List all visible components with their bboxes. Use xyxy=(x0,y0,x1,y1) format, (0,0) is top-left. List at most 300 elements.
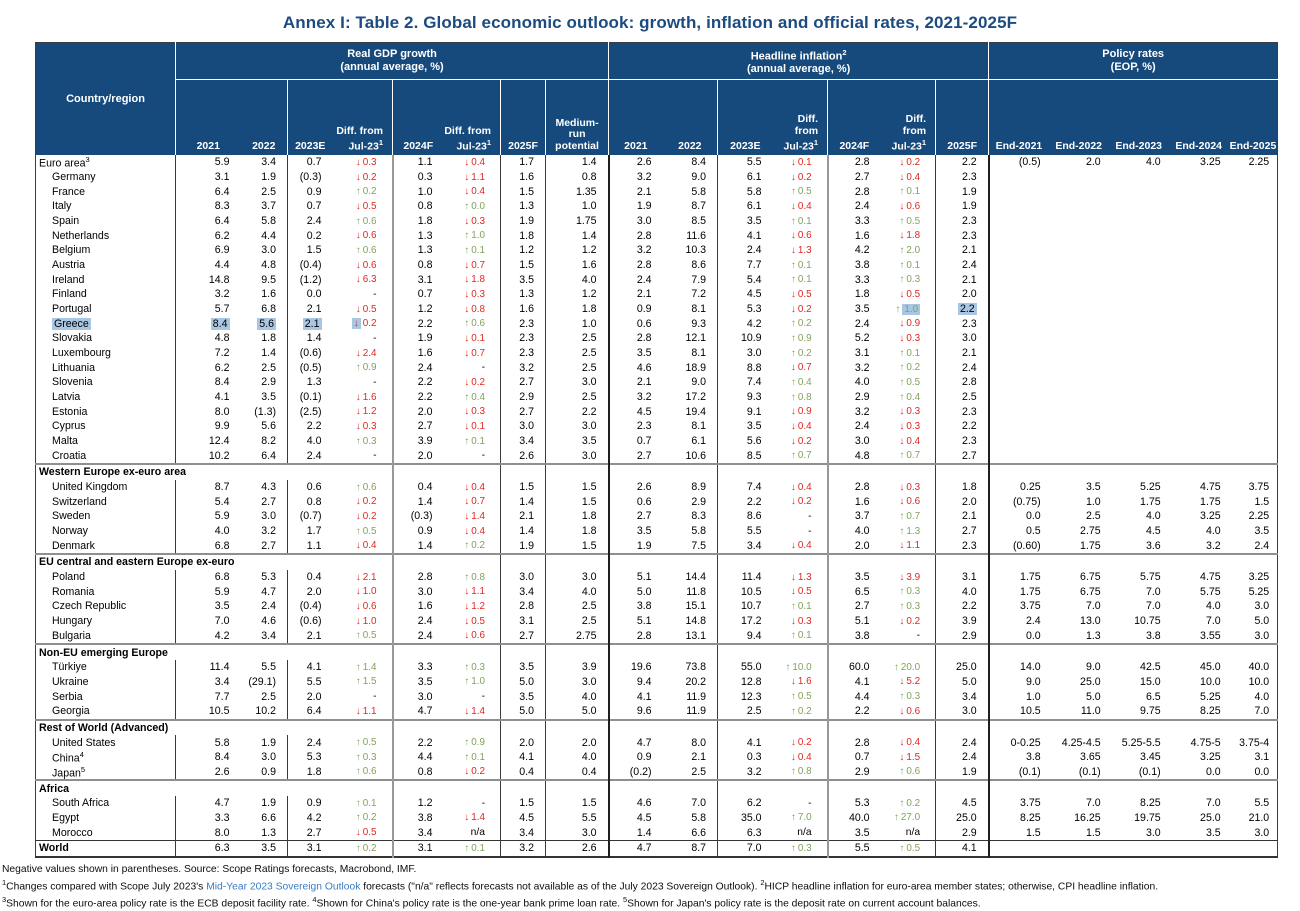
policy-rate-cell xyxy=(1109,346,1169,361)
table-row xyxy=(36,243,1278,258)
up-arrow-icon: ↑ xyxy=(355,186,361,198)
inflation-cell: 4.7 xyxy=(609,840,663,856)
policy-rate-cell xyxy=(1169,184,1229,199)
footnotes xyxy=(2,863,1300,911)
section-row xyxy=(36,644,1278,660)
gdp-cell: 1.8 xyxy=(546,524,609,539)
footnote-superscript: 3 xyxy=(2,895,7,905)
empty-cell xyxy=(1169,554,1229,570)
gdp-cell: 3.5 xyxy=(393,675,444,690)
gdp-cell: 2.2 xyxy=(393,375,444,390)
gdp-cell: 2.5 xyxy=(546,360,609,375)
gdp-cell: ↑ 0.3 xyxy=(464,661,485,673)
down-arrow-icon: ↓ xyxy=(790,244,796,256)
footnote-source: Negative values shown in parentheses. Source: Scope Ratings forecasts, Macrobond, IMF. xyxy=(2,863,417,875)
gdp-cell: 5.9 xyxy=(176,509,241,524)
gdp-cell: 3.0 xyxy=(393,689,444,704)
inflation-cell: 17.2 xyxy=(685,391,707,404)
down-arrow-icon: ↓ xyxy=(899,420,905,432)
inflation-cell: ↓ 3.9 xyxy=(899,571,921,583)
inflation-cell: ↑ 0.5 xyxy=(790,691,812,703)
empty-cell xyxy=(989,720,1049,736)
inflation-cell: 11.6 xyxy=(686,229,707,242)
gdp-cell: ↓ 2.1 xyxy=(355,571,377,583)
inflation-cell: 6.1 xyxy=(718,170,773,185)
gdp-cell: 0.4 xyxy=(288,570,333,585)
inflation-cell: n/a xyxy=(797,827,812,839)
gdp-cell: 1.3 xyxy=(501,287,546,302)
gdp-cell: 7.7 xyxy=(176,689,241,704)
inflation-cell: 3.8 xyxy=(828,629,881,645)
footnote-3-4-5: $^3$Shown for the euro-area policy rate is the ECB deposit facility rate. $^4$Shown for China's policy rate is the one-year bank prime loan rate. $^5$Shown for Japan's policy rate is the deposit rate on current account balances. xyxy=(2,895,981,910)
policy-rate-cell: 3.5 xyxy=(1085,481,1101,494)
gdp-cell: 3.4 xyxy=(176,675,241,690)
policy-rate-cell: 0.5 xyxy=(989,524,1049,539)
policy-rate-cell xyxy=(1229,434,1278,449)
gdp-cell: ↓ 0.2 xyxy=(355,171,377,183)
empty-cell xyxy=(773,720,828,736)
section-header: Non-EU emerging Europe xyxy=(39,646,168,659)
gdp-cell: 5.5 xyxy=(261,661,276,674)
policy-rate-cell xyxy=(1109,419,1169,434)
gdp-cell: 3.1 xyxy=(176,170,241,185)
policy-rate-cell: 13.0 xyxy=(1080,615,1101,628)
gdp-cell: 2.1 xyxy=(288,302,333,317)
gdp-cell: 2.6 xyxy=(546,840,609,856)
up-arrow-icon: ↑ xyxy=(355,797,361,809)
gdp-2022-header: 2022 xyxy=(241,80,288,156)
gdp-cell: 1.5 xyxy=(546,494,609,509)
inflation-cell: ↑ 0.6 xyxy=(899,766,921,778)
inflation-cell: 14.4 xyxy=(685,571,707,584)
gdp-cell: 7.2 xyxy=(176,346,241,361)
gdp-cell: 3.9 xyxy=(546,660,609,675)
table-row xyxy=(36,448,1278,464)
inflation-cell: 3.5 xyxy=(718,419,773,434)
gdp-cell: 1.2 xyxy=(546,287,609,302)
table-row xyxy=(36,509,1278,524)
empty-cell xyxy=(1229,720,1278,736)
inflation-cell: 3.0 xyxy=(936,704,989,720)
inflation-cell: 5.5 xyxy=(828,840,881,856)
policy-rate-cell xyxy=(989,170,1049,185)
gdp-cell: - xyxy=(373,332,377,344)
gdp-cell: ↑ 0.2 xyxy=(464,540,485,552)
gdp-cell: 1.7 xyxy=(288,524,333,539)
policy-rate-cell xyxy=(1109,199,1169,214)
inflation-cell: ↓ 0.6 xyxy=(790,230,812,242)
gdp-cell: 2.9 xyxy=(501,390,546,405)
policy-rate-cell: 3.25 xyxy=(1248,571,1270,584)
inflation-cell: ↓ 0.6 xyxy=(899,200,921,212)
inflation-cell: 5.2 xyxy=(828,331,881,346)
down-arrow-icon: ↓ xyxy=(464,406,470,418)
policy-rate-cell xyxy=(1049,258,1109,273)
empty-cell xyxy=(881,554,936,570)
inflation-cell: 2.1 xyxy=(936,243,989,258)
policy-rate-cell xyxy=(1109,360,1169,375)
empty-cell xyxy=(881,780,936,796)
down-arrow-icon: ↓ xyxy=(464,332,470,344)
country-name: Ireland xyxy=(52,273,85,286)
gdp-cell: 1.3 xyxy=(393,243,444,258)
down-arrow-icon: ↓ xyxy=(790,200,796,212)
inflation-cell: 25.0 xyxy=(936,811,989,826)
gdp-cell: 6.8 xyxy=(176,570,241,585)
gdp-cell: - xyxy=(373,376,377,388)
country-name: Bulgaria xyxy=(52,629,91,642)
down-arrow-icon: ↓ xyxy=(899,332,905,344)
policy-rate-cell xyxy=(1229,390,1278,405)
table-row xyxy=(36,214,1278,229)
gdp-cell: 4.7 xyxy=(176,796,241,811)
country-name: United States xyxy=(52,736,116,749)
policy-rate-cell xyxy=(1109,228,1169,243)
down-arrow-icon: ↓ xyxy=(899,571,905,583)
inflation-cell: ↓ 0.5 xyxy=(790,586,812,598)
table-row xyxy=(36,184,1278,199)
gdp-2025f-header: 2025F xyxy=(501,80,546,156)
country-name: Germany xyxy=(52,171,96,183)
gdp-cell: 1.9 xyxy=(261,736,276,749)
inflation-cell: 3.0 xyxy=(609,214,663,229)
country-name: Austria xyxy=(52,259,85,272)
gdp-cell: 1.7 xyxy=(501,155,546,170)
inflation-cell: ↓ 0.4 xyxy=(899,737,921,749)
down-arrow-icon: ↓ xyxy=(790,615,796,627)
empty-cell xyxy=(936,780,989,796)
empty-cell xyxy=(881,464,936,480)
empty-cell xyxy=(609,464,663,480)
gdp-cell: 4.4 xyxy=(393,750,444,765)
country-name: Italy xyxy=(52,200,72,213)
gdp-cell: ↓ 0.7 xyxy=(464,496,485,508)
inflation-cell: 5.0 xyxy=(936,675,989,690)
policy-rate-cell xyxy=(1109,214,1169,229)
gdp-cell: 2.8 xyxy=(501,599,546,614)
inflation-cell: 2.3 xyxy=(609,419,663,434)
gdp-cell: 3.0 xyxy=(261,751,276,764)
inflation-cell: 6.3 xyxy=(718,825,773,840)
inflation-cell: ↑ 0.1 xyxy=(899,347,921,359)
policy-rate-cell: 4.25-4.5 xyxy=(1061,736,1101,749)
table-row xyxy=(36,155,1278,170)
inflation-cell: 55.0 xyxy=(718,660,773,675)
gdp-cell: 3.4 xyxy=(501,434,546,449)
inflation-cell: 2.7 xyxy=(828,170,881,185)
empty-cell xyxy=(828,464,881,480)
inflation-cell: 9.0 xyxy=(691,171,707,183)
gdp-cell: ↑ 0.6 xyxy=(355,244,377,256)
gdp-cell: ↑ 0.2 xyxy=(355,842,377,854)
up-arrow-icon: ↑ xyxy=(355,812,361,824)
inflation-cell: 9.6 xyxy=(609,704,663,720)
up-arrow-icon: ↑ xyxy=(893,661,899,673)
policy-rate-cell: 5.0 xyxy=(1254,615,1270,628)
gdp-cell: 0.0 xyxy=(288,287,333,302)
country-name: Japan$^5$ xyxy=(52,764,86,780)
down-arrow-icon: ↓ xyxy=(790,362,796,374)
up-arrow-icon: ↑ xyxy=(785,661,791,673)
inflation-cell: ↓ 0.7 xyxy=(790,362,812,374)
gdp-cell: 3.0 xyxy=(501,419,546,434)
gdp-cell: 1.2 xyxy=(393,302,444,317)
gdp-cell: 2.9 xyxy=(261,376,276,389)
country-name: United Kingdom xyxy=(52,481,128,494)
gdp-cell: ↑ 1.4 xyxy=(355,661,377,673)
down-arrow-icon: ↓ xyxy=(790,737,796,749)
inflation-cell: 2.1 xyxy=(936,509,989,524)
gdp-cell: ↓ 1.1 xyxy=(355,705,377,717)
policy-rate-cell xyxy=(1229,419,1278,434)
gdp-diff-jul23-header-2: Diff. from Jul-$23^1$ xyxy=(444,80,501,156)
inflation-cell: 8.4 xyxy=(691,156,707,169)
inflation-cell: ↑ 0.1 xyxy=(899,186,921,198)
empty-cell xyxy=(546,720,609,736)
inflation-cell: 12.1 xyxy=(685,332,707,345)
policy-rate-cell xyxy=(1229,360,1278,375)
inflation-cell: ↑ 0.1 xyxy=(790,259,812,271)
policy-rate-cell xyxy=(1169,390,1229,405)
empty-cell xyxy=(1169,644,1229,660)
gdp-cell: 1.4 xyxy=(261,347,276,360)
gdp-cell: 2.7 xyxy=(501,629,546,645)
empty-cell xyxy=(936,464,989,480)
up-arrow-icon: ↑ xyxy=(464,737,470,749)
gdp-cell: 12.4 xyxy=(176,434,241,449)
gdp-cell: 1.5 xyxy=(501,796,546,811)
empty-cell xyxy=(718,720,773,736)
inflation-cell: 8.9 xyxy=(691,481,707,494)
empty-cell xyxy=(828,720,881,736)
header-subcol-row xyxy=(36,80,1278,156)
inflation-cell: 3.7 xyxy=(828,509,881,524)
policy-rate-cell: 6.75 xyxy=(1080,585,1101,598)
inflation-cell: 2.1 xyxy=(609,184,663,199)
gdp-cell: 1.6 xyxy=(393,599,444,614)
gdp-cell: 0.8 xyxy=(288,494,333,509)
inflation-cell: 3.0 xyxy=(936,331,989,346)
policy-rate-cell xyxy=(989,448,1049,464)
policy-rate-cell xyxy=(1049,302,1109,317)
empty-cell xyxy=(333,554,393,570)
policy-rate-cell: 3.2 xyxy=(1205,539,1221,552)
inflation-cell: 3.2 xyxy=(609,170,663,185)
mid-year-outlook-link[interactable]: Mid-Year 2023 Sovereign Outlook xyxy=(206,881,361,893)
gdp-cell: ↓ 1.4 xyxy=(464,705,485,717)
gdp-cell: 2.5 xyxy=(261,361,276,374)
table-row xyxy=(36,360,1278,375)
gdp-cell: 1.6 xyxy=(546,258,609,273)
inflation-cell: 3.0 xyxy=(828,434,881,449)
inflation-cell: 2.7 xyxy=(936,524,989,539)
policy-rate-cell xyxy=(989,331,1049,346)
policy-rate-cell: 1.0 xyxy=(989,689,1049,704)
gdp-cell: 3.2 xyxy=(176,287,241,302)
gdp-cell: 0.3 xyxy=(393,170,444,185)
gdp-cell: 3.5 xyxy=(501,272,546,287)
inflation-cell: 2.8 xyxy=(609,258,663,273)
policy-rate-cell xyxy=(1109,272,1169,287)
policy-rate-cell: 3.8 xyxy=(989,750,1049,765)
down-arrow-icon: ↓ xyxy=(464,615,470,627)
gdp-cell: ↑ 0.6 xyxy=(464,318,485,330)
inflation-cell: 2.8 xyxy=(828,184,881,199)
inflation-cell: 2.2 xyxy=(718,494,773,509)
up-arrow-icon: ↑ xyxy=(464,540,470,552)
gdp-cell: 2.5 xyxy=(546,614,609,629)
policy-rate-cell: 4.0 xyxy=(1145,156,1161,169)
gdp-cell: 6.4 xyxy=(176,184,241,199)
inflation-cell: 5.8 xyxy=(718,184,773,199)
table-row xyxy=(36,480,1278,495)
up-arrow-icon: ↑ xyxy=(464,230,470,242)
empty-cell xyxy=(663,464,718,480)
inflation-cell: 3.2 xyxy=(828,360,881,375)
gdp-cell: 4.4 xyxy=(176,258,241,273)
gdp-cell: 2.7 xyxy=(288,825,333,840)
policy-rate-cell xyxy=(989,404,1049,419)
policy-rate-cell xyxy=(989,184,1049,199)
gdp-cell: 6.6 xyxy=(261,811,276,824)
country-name: Lithuania xyxy=(52,361,96,374)
gdp-cell: 8.0 xyxy=(176,404,241,419)
inflation-cell: 3.4 xyxy=(718,538,773,554)
policy-rate-cell: (0.1) xyxy=(1078,765,1101,778)
policy-rate-cell xyxy=(1109,287,1169,302)
gdp-cell: 2.7 xyxy=(261,495,276,508)
up-arrow-icon: ↑ xyxy=(464,200,470,212)
country-name: Switzerland xyxy=(52,495,107,508)
inflation-cell: 2.3 xyxy=(936,316,989,331)
gdp-cell: (0.7) xyxy=(288,509,333,524)
down-arrow-icon: ↓ xyxy=(899,318,905,330)
inflation-cell: 4.0 xyxy=(828,375,881,390)
up-arrow-icon: ↑ xyxy=(899,259,905,271)
gdp-cell: (0.5) xyxy=(288,360,333,375)
policy-rate-cell: 1.5 xyxy=(989,825,1049,840)
policy-rate-cell xyxy=(1049,170,1109,185)
empty-cell xyxy=(546,464,609,480)
empty-cell xyxy=(1049,464,1109,480)
policy-rate-cell: 3.0 xyxy=(1254,629,1270,642)
gdp-cell: (0.6) xyxy=(288,614,333,629)
gdp-cell: (0.1) xyxy=(288,390,333,405)
empty-cell xyxy=(393,554,444,570)
inflation-cell: 8.3 xyxy=(691,510,707,523)
inflation-cell: 6.2 xyxy=(718,796,773,811)
gdp-cell: 5.6 xyxy=(259,317,274,330)
gdp-cell: 5.5 xyxy=(288,675,333,690)
policy-rate-cell: (0.1) xyxy=(1138,765,1161,778)
inflation-cell: 11.9 xyxy=(686,690,707,703)
gdp-cell: ↓ 0.3 xyxy=(355,420,377,432)
inflation-cell: 2.0 xyxy=(936,494,989,509)
gdp-cell: 4.0 xyxy=(546,689,609,704)
empty-cell xyxy=(989,780,1049,796)
inflation-cell: ↑ 0.8 xyxy=(790,766,812,778)
gdp-cell: 5.3 xyxy=(288,750,333,765)
gdp-cell: ↓ 0.4 xyxy=(464,186,485,198)
inflation-cell: 6.5 xyxy=(828,584,881,599)
gdp-cell: 1.9 xyxy=(393,331,444,346)
gdp-cell: 3.3 xyxy=(393,660,444,675)
down-arrow-icon: ↓ xyxy=(899,171,905,183)
up-arrow-icon: ↑ xyxy=(899,586,905,598)
inflation-cell: 2.4 xyxy=(936,750,989,765)
gdp-cell: 2.4 xyxy=(288,214,333,229)
down-arrow-icon: ↓ xyxy=(464,259,470,271)
up-arrow-icon: ↑ xyxy=(899,525,905,537)
policy-rate-cell: 5.5 xyxy=(1254,797,1270,810)
country-name: Finland xyxy=(52,288,87,301)
empty-cell xyxy=(718,464,773,480)
gdp-cell: 1.2 xyxy=(393,796,444,811)
inflation-cell: 73.8 xyxy=(685,661,707,674)
inflation-cell: 2.3 xyxy=(936,434,989,449)
inflation-cell: 2.3 xyxy=(936,228,989,243)
up-arrow-icon: ↑ xyxy=(790,766,796,778)
policy-rate-cell: 4.75-5 xyxy=(1190,736,1221,749)
down-arrow-icon: ↓ xyxy=(464,630,470,642)
up-arrow-icon: ↑ xyxy=(790,450,796,462)
inflation-cell: ↑ 0.5 xyxy=(899,842,921,854)
footnote-superscript: 5 xyxy=(623,895,628,905)
policy-rate-cell xyxy=(1109,434,1169,449)
gdp-cell: ↓ 0.4 xyxy=(464,156,485,168)
inflation-cell: ↑ 0.3 xyxy=(899,586,921,598)
gdp-cell: - xyxy=(373,288,377,300)
inflation-cell: 15.1 xyxy=(685,600,707,613)
inflation-cell: ↑ 0.7 xyxy=(899,450,921,462)
policy-rate-cell xyxy=(1169,302,1229,317)
up-arrow-icon: ↑ xyxy=(790,376,796,388)
table-row xyxy=(36,404,1278,419)
policy-rate-cell xyxy=(989,199,1049,214)
gdp-cell: 3.1 xyxy=(393,272,444,287)
table-row xyxy=(36,614,1278,629)
inflation-cell: 2.4 xyxy=(609,272,663,287)
inflation-cell: 2.0 xyxy=(828,538,881,554)
inflation-cell: ↑ 0.1 xyxy=(790,215,812,227)
inflation-cell: 7.0 xyxy=(718,840,773,856)
down-arrow-icon: ↓ xyxy=(899,751,905,763)
policy-rate-cell: 10.0 xyxy=(1248,675,1270,688)
empty-cell xyxy=(1109,644,1169,660)
pol-end-2024-header: End-2024 xyxy=(1169,80,1229,156)
inflation-cell: 2.0 xyxy=(936,287,989,302)
gdp-cell: 0.9 xyxy=(393,524,444,539)
inflation-cell: 8.6 xyxy=(691,259,707,272)
policy-rate-cell: 7.0 xyxy=(1254,705,1270,718)
up-arrow-icon: ↑ xyxy=(899,215,905,227)
gdp-cell: 4.0 xyxy=(546,584,609,599)
inflation-cell: 4.1 xyxy=(718,735,773,750)
inflation-cell: 5.1 xyxy=(609,614,663,629)
down-arrow-icon: ↓ xyxy=(355,571,361,583)
down-arrow-icon: ↓ xyxy=(355,171,361,183)
policy-rate-cell xyxy=(1049,419,1109,434)
gdp-cell: 2.6 xyxy=(176,765,241,781)
gdp-cell: 10.2 xyxy=(255,705,276,718)
country-name: Netherlands xyxy=(52,229,110,242)
inflation-cell: 2.5 xyxy=(691,765,707,778)
empty-cell xyxy=(1049,720,1109,736)
gdp-cell: ↑ 0.6 xyxy=(355,481,377,493)
up-arrow-icon: ↑ xyxy=(355,244,361,256)
policy-rate-cell xyxy=(1109,375,1169,390)
inflation-cell: 4.5 xyxy=(718,287,773,302)
